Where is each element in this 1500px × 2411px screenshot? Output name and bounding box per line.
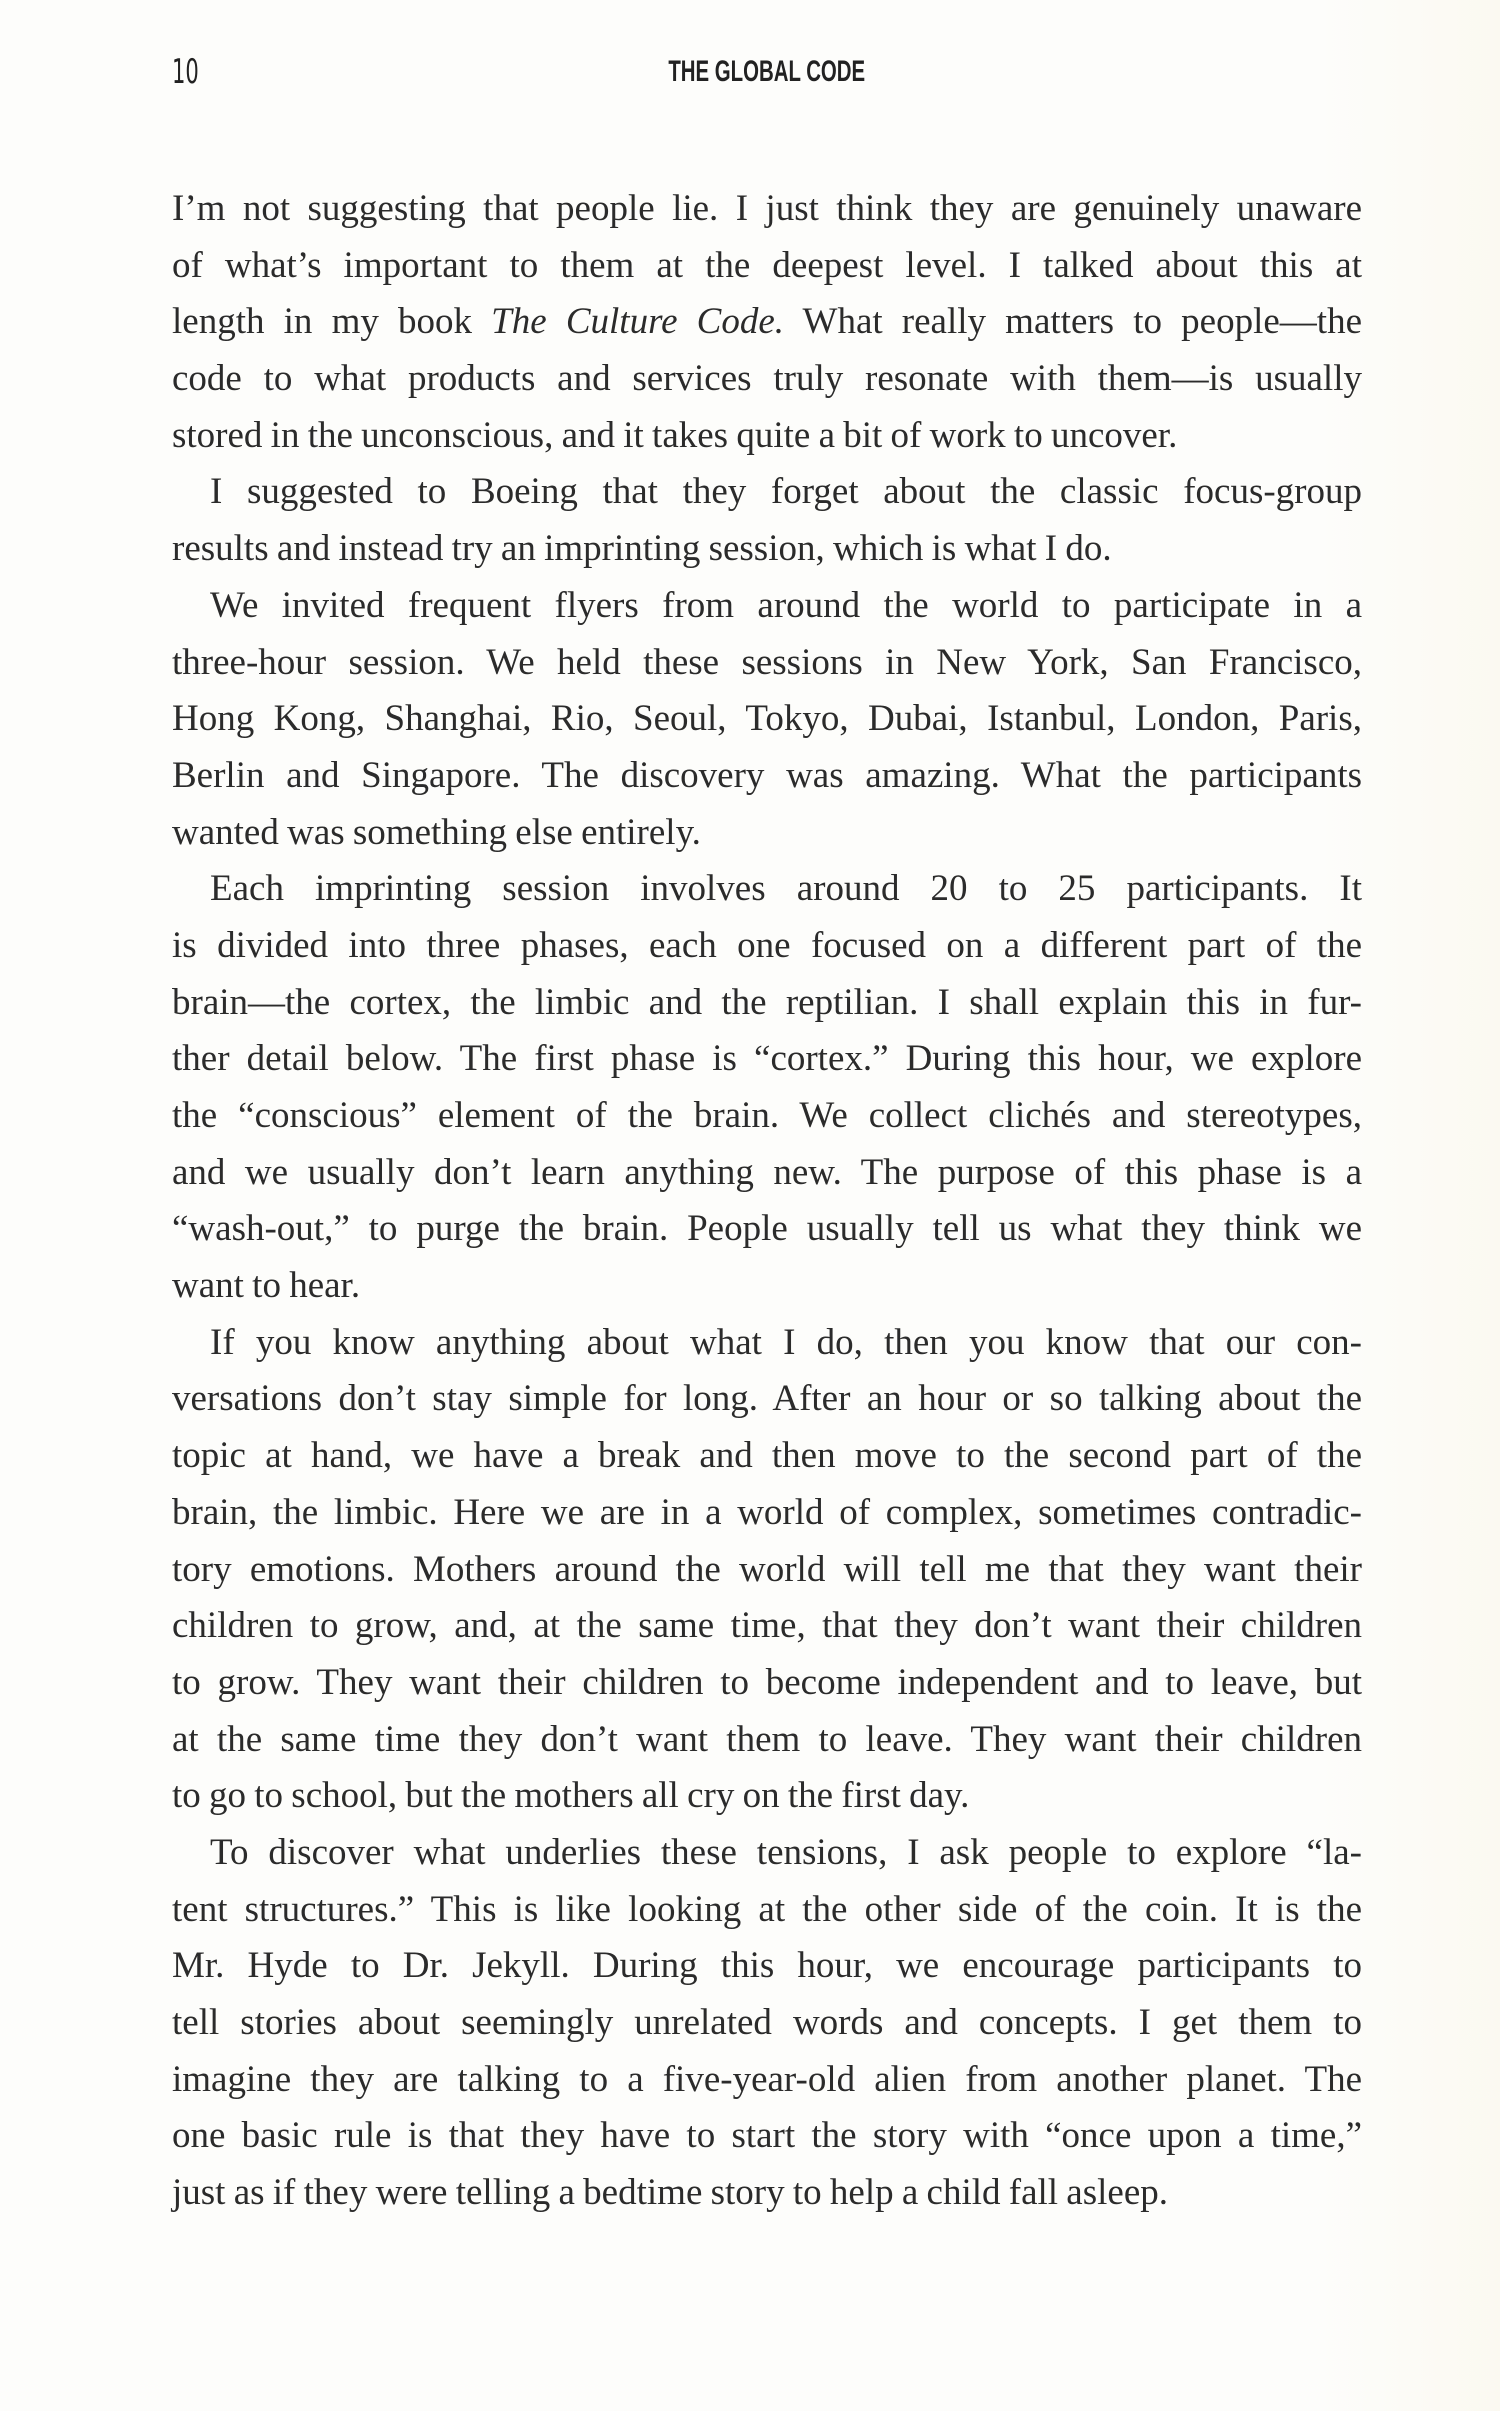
text-line: brain, the limbic. Here we are in a world of complex, sometimes contradic- bbox=[172, 1491, 1362, 1533]
paragraph bbox=[172, 181, 1362, 464]
text-line: tent structures.” This is like looking at the other side of the coin. It is the bbox=[172, 1888, 1362, 1930]
text-line: to go to school, but the mothers all cry on the first day. bbox=[172, 1775, 970, 1817]
book-title: The Culture Code. bbox=[491, 301, 785, 343]
text-line: tell stories about seemingly unrelated words and concepts. I get them to bbox=[172, 2002, 1362, 2043]
text-line: tory emotions. Mothers around the world will tell me that they want their bbox=[172, 1548, 1362, 1590]
text-line: children to grow, and, at the same time, that they don’t want their children bbox=[172, 1605, 1362, 1647]
text-line: code to what products and services truly resonate with them—is usually bbox=[172, 358, 1362, 400]
text-line: imagine they are talking to a five-year-old alien from another planet. The bbox=[172, 2058, 1362, 2100]
text-line: brain—the cortex, the limbic and the reptilian. I shall explain this in fur- bbox=[172, 981, 1362, 1023]
text-line: the “conscious” element of the brain. We collect clichés and stereotypes, bbox=[172, 1095, 1362, 1136]
text-line: versations don’t stay simple for long. After an hour or so talking about the bbox=[172, 1378, 1362, 1420]
running-title-text: THE GLOBAL CODE bbox=[668, 55, 866, 88]
text-line-with-book-title: length in my book The Culture Code. What really matters to people—the bbox=[172, 301, 1362, 343]
text-line: I suggested to Boeing that they forget about the classic focus-group bbox=[210, 471, 1362, 513]
text-line: just as if they were telling a bedtime story to help a child fall asleep. bbox=[172, 2172, 1169, 2214]
text-line: I’m not suggesting that people lie. I just think they are genuinely unaware bbox=[172, 188, 1362, 229]
text-line: topic at hand, we have a break and then move to the second part of the bbox=[172, 1435, 1362, 1477]
text-line: of what’s important to them at the deepest level. I talked about this at bbox=[172, 244, 1362, 286]
text-line: Hong Kong, Shanghai, Rio, Seoul, Tokyo, Dubai, Istanbul, London, Paris, bbox=[172, 698, 1362, 740]
text-line: stored in the unconscious, and it takes quite a bit of work to uncover. bbox=[172, 414, 1178, 456]
text-line: is divided into three phases, each one focused on a different part of the bbox=[172, 924, 1362, 966]
text-line: Mr. Hyde to Dr. Jekyll. During this hour, we encourage participants to bbox=[172, 1945, 1362, 1987]
text-line: want to hear. bbox=[172, 1265, 361, 1307]
page-header bbox=[172, 52, 1362, 92]
paragraph bbox=[172, 464, 1362, 577]
text-line: To discover what underlies these tensions, I ask people to explore “la- bbox=[210, 1831, 1362, 1873]
paragraph bbox=[172, 1315, 1362, 1825]
text-line: results and instead try an imprinting session, which is what I do. bbox=[172, 528, 1112, 570]
text-line: to grow. They want their children to become independent and to leave, but bbox=[172, 1661, 1362, 1703]
text-line: “wash-out,” to purge the brain. People usually tell us what they think we bbox=[172, 1208, 1362, 1250]
text-line: If you know anything about what I do, then you know that our con- bbox=[210, 1321, 1362, 1363]
page-number: 10 bbox=[172, 52, 199, 92]
text-line: wanted was something else entirely. bbox=[172, 811, 701, 853]
text-line: ther detail below. The first phase is “cortex.” During this hour, we explore bbox=[172, 1038, 1362, 1080]
paragraph bbox=[172, 1825, 1362, 2222]
paragraph bbox=[172, 578, 1362, 861]
body-text bbox=[172, 181, 1362, 2222]
paragraph bbox=[172, 861, 1362, 1315]
running-title bbox=[172, 54, 1362, 90]
text-line: We invited frequent flyers from around the world to participate in a bbox=[210, 584, 1362, 626]
text-line: at the same time they don’t want them to leave. They want their children bbox=[172, 1718, 1362, 1760]
text-line: and we usually don’t learn anything new. The purpose of this phase is a bbox=[172, 1151, 1362, 1193]
text-line: one basic rule is that they have to start the story with “once upon a time,” bbox=[172, 2115, 1362, 2157]
text-line: three-hour session. We held these sessions in New York, San Francisco, bbox=[172, 641, 1362, 683]
text-line: Each imprinting session involves around 20 to 25 participants. It bbox=[210, 868, 1362, 910]
text-line: Berlin and Singapore. The discovery was amazing. What the participants bbox=[172, 754, 1362, 796]
